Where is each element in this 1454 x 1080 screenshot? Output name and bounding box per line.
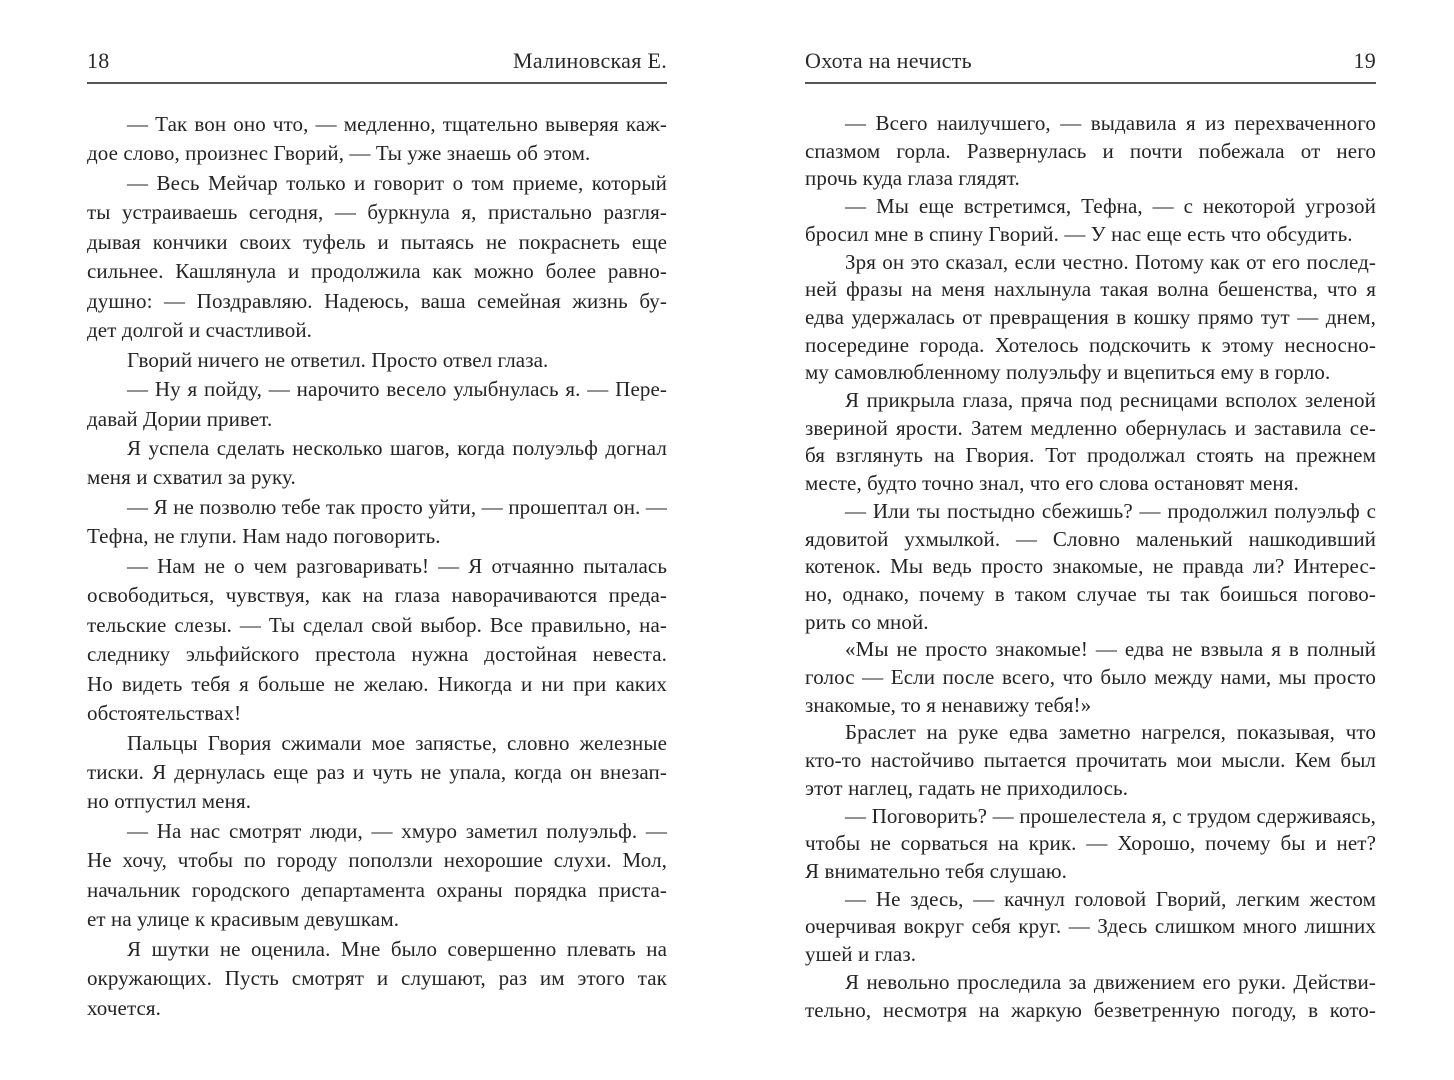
page-header-left [87, 47, 667, 74]
paragraph [805, 886, 1376, 969]
text-line: кто-то настойчиво пытается прочитать мои мысли. Кем был [805, 748, 1376, 773]
text-line: Я успела сделать несколько шагов, когда полуэльф догнал [127, 435, 667, 460]
paragraph [805, 719, 1376, 802]
text-line: но, однако, почему в таком случае ты так боишься погово- [805, 581, 1376, 606]
header-rule-left [87, 82, 667, 84]
text-line: чтобы не сорваться на крик. — Хорошо, почему бы и нет? [805, 831, 1376, 856]
text-line: Не хочу, чтобы по городу поползли нехорошие слухи. Мол, [87, 848, 667, 873]
text-line: хочется. [87, 995, 162, 1020]
text-line: — Или ты постыдно сбежишь? — продолжил полуэльф с [845, 498, 1376, 523]
text-line: — Так вон оно что, — медленно, тщательно выверяя каж- [127, 112, 667, 136]
text-line: ет на улице к красивым девушкам. [87, 907, 400, 932]
text-line: ушей и глаз. [805, 942, 917, 967]
page-right [805, 47, 1376, 1024]
text-line: начальник городского департамента охраны порядка приста- [87, 877, 667, 902]
text-line: меня и схватил за руку. [87, 465, 296, 490]
paragraph [87, 346, 667, 375]
text-line: — Всего наилучшего, — выдавила я из перехваченного [845, 111, 1376, 135]
text-line: Пальцы Гвория сжимали мое запястье, словно железные [127, 730, 667, 755]
text-line: звериной ярости. Затем медленно обернулась и заставила се- [805, 415, 1376, 440]
paragraph [805, 249, 1376, 388]
paragraph [87, 110, 667, 169]
text-line: едва удержалась от превращения в кошку прямо тут — днем, [805, 304, 1376, 329]
text-line: Но видеть тебя я больше не желаю. Никогда и ни при каких [87, 671, 667, 696]
text-line: обстоятельствах! [87, 701, 242, 726]
text-line: давай Дории привет. [87, 406, 273, 431]
paragraph [87, 169, 667, 346]
text-line: голос — Если после всего, что было между нами, мы просто [805, 665, 1376, 690]
page-header-right [805, 47, 1376, 74]
text-line: знакомые, то я ненавижу тебя!» [805, 692, 1092, 717]
text-line: сильнее. Кашлянула и продолжила как можно более равно- [87, 259, 667, 284]
paragraph [805, 387, 1376, 498]
text-line: — Ну я пойду, — нарочито весело улыбнулась я. — Пере- [127, 377, 667, 402]
text-line: «Мы не просто знакомые! — едва не взвыла я в полный [845, 637, 1376, 662]
text-line: Я внимательно тебя слушаю. [805, 858, 1068, 883]
paragraph [805, 969, 1376, 1024]
running-title-left: Малиновская Е. [513, 48, 667, 73]
text-line: очерчивая вокруг себя круг. — Здесь слишком много лишних [805, 914, 1376, 939]
paragraph [87, 729, 667, 817]
text-line: бросил мне в спину Гворий. — У нас еще есть что обсудить. [805, 221, 1353, 246]
text-line: — Я не позволю тебе так просто уйти, — прошептал он. — [127, 494, 667, 519]
text-line: — Весь Мейчар только и говорит о том приеме, который [127, 170, 667, 195]
text-line: освободиться, чувствуя, как на глаза наворачиваются преда- [87, 583, 667, 608]
paragraph [805, 498, 1376, 637]
text-line: — Нам не о чем разговаривать! — Я отчаянно пыталась [127, 553, 667, 578]
header-rule-right [805, 82, 1376, 84]
text-line: этот наглец, гадать не приходилось. [805, 775, 1129, 800]
text-line: ты устраиваешь сегодня, — буркнула я, пристально разгля- [87, 200, 667, 225]
paragraph [87, 434, 667, 493]
text-line: окружающих. Пусть смотрят и слушают, раз им этого так [87, 966, 667, 991]
text-line: Гворий ничего не ответил. Просто отвел глаза. [127, 347, 549, 372]
running-title-right: Охота на нечисть [805, 48, 972, 73]
text-line: дет долгой и счастливой. [87, 318, 313, 343]
text-line: Я невольно проследила за движением его руки. Действи- [845, 969, 1376, 994]
text-line: прочь куда глаза глядят. [805, 166, 1020, 191]
paragraph [87, 552, 667, 729]
paragraph [805, 193, 1376, 248]
paragraph [87, 493, 667, 552]
text-line: Тефна, не глупи. Нам надо поговорить. [87, 524, 441, 549]
text-line: посередине города. Хотелось подскочить к этому несносно- [805, 332, 1376, 357]
text-line: спазмом горла. Развернулась и почти побежала от него [805, 138, 1376, 163]
paragraph [87, 375, 667, 434]
paragraph [87, 935, 667, 1023]
text-line: ней фразы на меня нахлынула такая волна бешенства, что я [805, 277, 1376, 302]
text-line: — Поговорить? — прошелестела я, с трудом сдерживаясь, [845, 803, 1376, 828]
text-line: котенок. Мы ведь просто знакомые, не правда ли? Интерес- [805, 554, 1376, 579]
text-line: дывая кончики своих туфель и пытаясь не покраснеть еще [87, 229, 667, 254]
text-line: тельские слезы. — Ты сделал свой выбор. Все правильно, на- [87, 612, 667, 637]
text-line: дое слово, произнес Гворий, — Ты уже знаешь об этом. [87, 141, 591, 166]
text-line: Браслет на руке едва заметно нагрелся, показывая, что [845, 720, 1376, 745]
paragraph [805, 110, 1376, 193]
page-body-left [87, 110, 667, 1023]
page-number-left: 18 [87, 48, 110, 73]
text-line: Я шутки не оценила. Мне было совершенно плевать на [127, 936, 667, 961]
text-line: тельно, несмотря на жаркую безветренную погоду, в кото- [805, 997, 1376, 1022]
text-line: — Мы еще встретимся, Тефна, — с некоторой угрозой [845, 194, 1376, 219]
text-line: — Не здесь, — качнул головой Гворий, легким жестом [845, 886, 1376, 911]
text-line: следнику эльфийского престола нужна достойная невеста. [87, 642, 667, 667]
text-line: месте, будто точно знал, что его слова остановят меня. [805, 471, 1299, 496]
page-left [87, 47, 667, 1023]
text-line: тиски. Я дернулась еще раз и чуть не упала, когда он внезап- [87, 759, 667, 784]
text-line: му самовлюбленному полуэльфу и вцепиться ему в горло. [805, 360, 1331, 385]
text-line: Я прикрыла глаза, пряча под ресницами всполох зеленой [845, 388, 1376, 413]
page-body-right [805, 110, 1376, 1024]
text-line: Зря он это сказал, если честно. Потому как от его послед- [845, 249, 1376, 274]
text-line: душно: — Поздравляю. Надеюсь, ваша семейная жизнь бу- [87, 288, 667, 313]
page-number-right: 19 [1353, 48, 1376, 73]
paragraph [805, 803, 1376, 886]
paragraph [805, 636, 1376, 719]
text-line: бя взглянуть на Гвория. Тот продолжал стоять на прежнем [805, 443, 1376, 468]
text-line: но отпустил меня. [87, 789, 252, 814]
text-line: — На нас смотрят люди, — хмуро заметил полуэльф. — [127, 818, 667, 843]
text-line: ядовитой ухмылкой. — Словно маленький нашкодивший [805, 526, 1376, 551]
text-line: рить со мной. [805, 609, 929, 634]
paragraph [87, 817, 667, 935]
